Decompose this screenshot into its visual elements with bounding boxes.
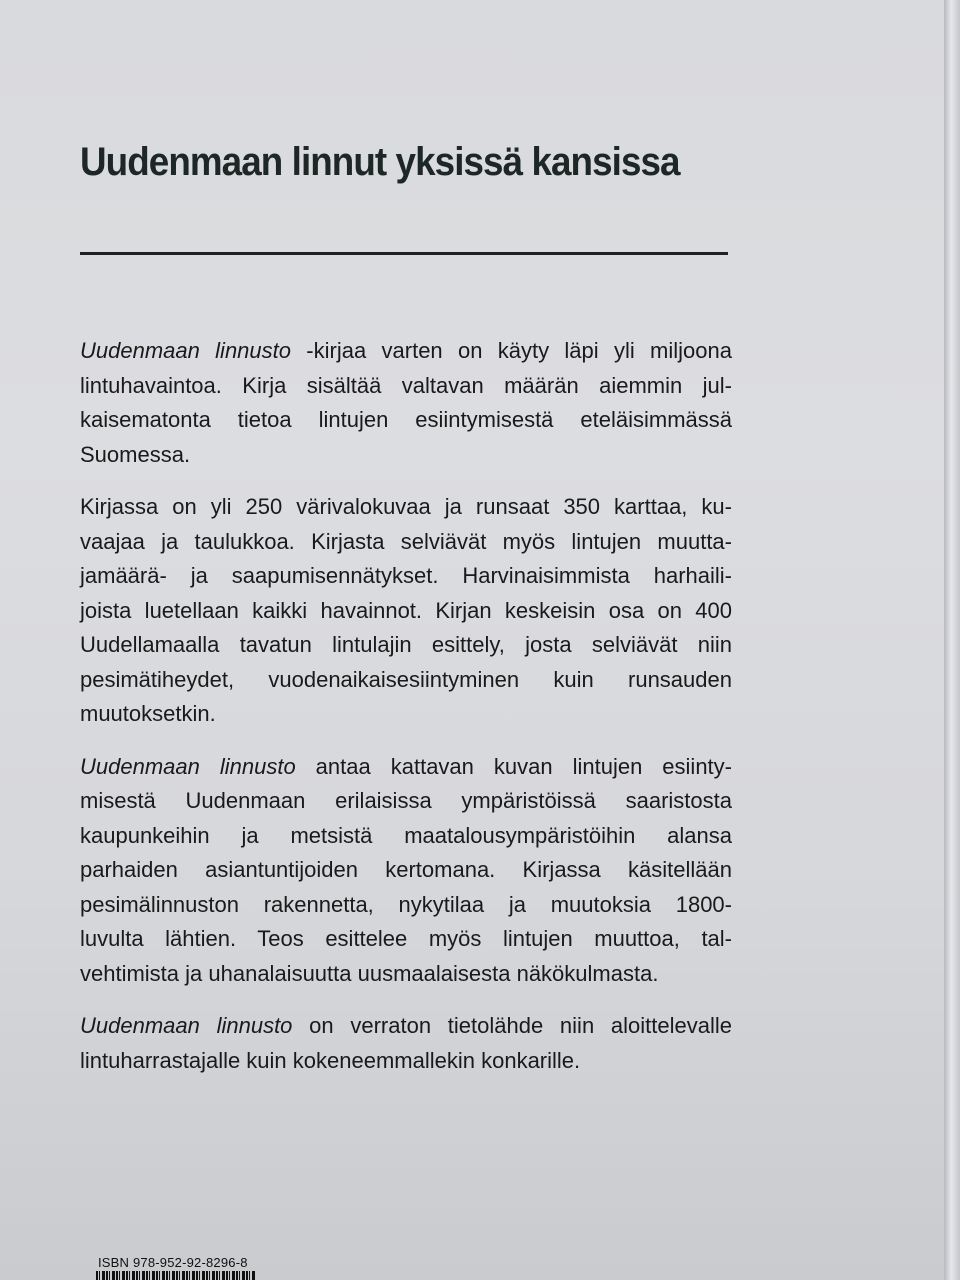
text-line: kaupunkeihin ja metsistä maatalousympäristöihin alansa xyxy=(80,822,732,848)
cover-edge xyxy=(944,0,960,1280)
blurb-paragraph xyxy=(80,490,732,732)
text-line xyxy=(80,1009,732,1044)
text-line: pesimälinnuston rakennetta, nykytilaa ja muutoksia 1800- xyxy=(80,891,732,917)
text-line: luvulta lähtien. Teos esittelee myös lintujen muuttoa, tal- xyxy=(80,926,732,951)
text-line: misestä Uudenmaan erilaisissa ympäristöissä saaristosta xyxy=(80,788,732,813)
text-line: Kirjassa on yli 250 värivalokuvaa ja runsaat 350 karttaa, ku- xyxy=(80,494,732,519)
text-line: vehtimista ja uhanalaisuutta uusmaalaisesta näkökulmasta. xyxy=(80,960,659,986)
barcode xyxy=(96,1271,256,1280)
blurb-text xyxy=(80,334,732,1096)
text-line: parhaiden asiantuntijoiden kertomana. Kirjassa käsitellään xyxy=(80,857,732,882)
isbn-label: ISBN 978-952-92-8296-8 xyxy=(98,1255,248,1270)
blurb-paragraph xyxy=(80,750,732,992)
text-line: pesimätiheydet, vuodenaikaisesiintyminen kuin runsauden xyxy=(80,666,732,692)
blurb-paragraph xyxy=(80,334,732,472)
text-line: joista luetellaan kaikki havainnot. Kirjan keskeisin osa on 400 xyxy=(80,597,732,623)
blurb-paragraph xyxy=(80,1009,732,1078)
text-line: vaajaa ja taulukkoa. Kirjasta selviävät myös lintujen muutta- xyxy=(80,528,732,554)
text-line: kaisematonta tietoa lintujen esiintymisestä eteläisimmässä xyxy=(80,407,732,432)
text-line: muutoksetkin. xyxy=(80,701,216,726)
line-text: -kirjaa varten on käyty läpi yli miljoona xyxy=(291,338,732,363)
line-text: antaa kattavan kuvan lintujen esiinty- xyxy=(295,753,732,779)
text-line: lintuhavaintoa. Kirja sisältää valtavan määrän aiemmin jul- xyxy=(80,372,732,398)
text-line xyxy=(80,750,732,785)
book-title-italic: Uudenmaan linnusto xyxy=(80,338,291,363)
book-title-italic: Uudenmaan linnusto xyxy=(80,753,296,779)
text-line: Suomessa. xyxy=(80,441,191,467)
cover-title: Uudenmaan linnut yksissä kansissa xyxy=(80,140,680,184)
line-text: on verraton tietolähde niin aloittelevalle xyxy=(292,1013,732,1038)
text-line: jamäärä- ja saapumisennätykset. Harvinaisimmista harhaili- xyxy=(80,563,732,588)
text-line: lintuharrastajalle kuin kokeneemmallekin konkarille. xyxy=(80,1047,581,1073)
title-divider xyxy=(80,252,728,255)
book-title-italic: Uudenmaan linnusto xyxy=(80,1013,293,1038)
text-line: Uudellamaalla tavatun lintulajin esittely, josta selviävät niin xyxy=(80,632,732,657)
text-line xyxy=(80,334,732,369)
